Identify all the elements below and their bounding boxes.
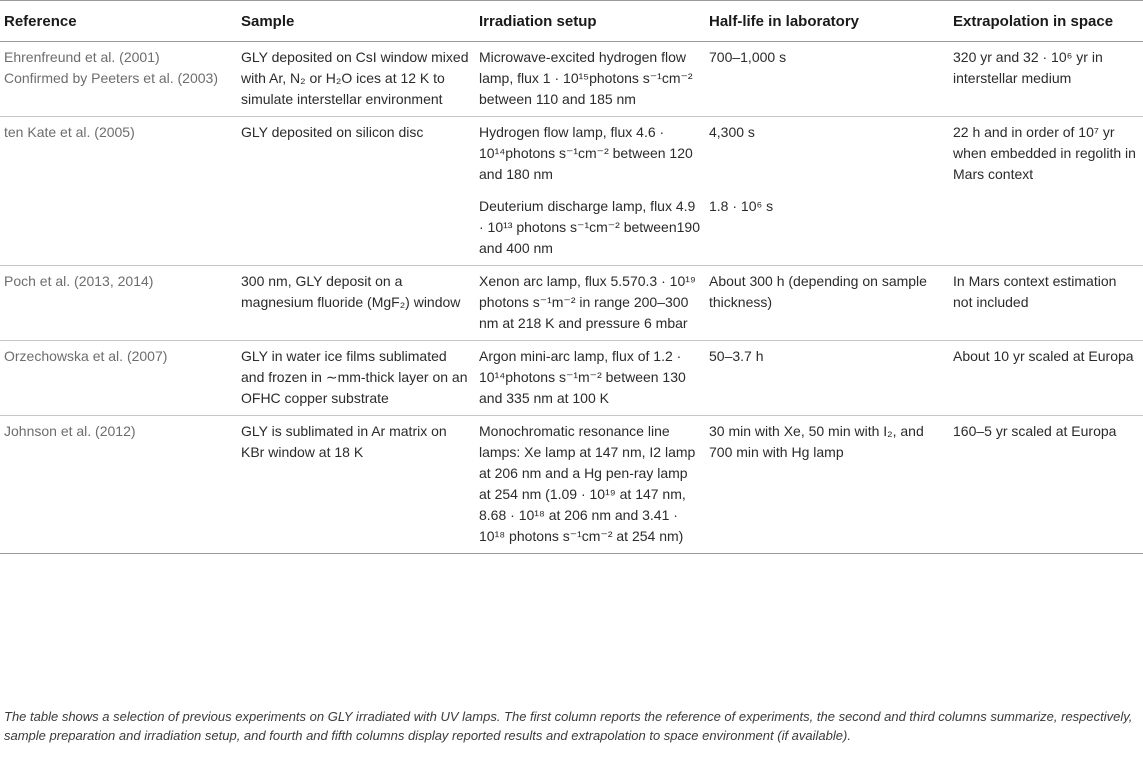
- table-row: [0, 341, 1143, 416]
- setup-cell: Hydrogen flow lamp, flux 4.6 · 10¹⁴photons s⁻¹cm⁻² between 120 and 180 nm: [479, 124, 693, 182]
- half-life-cell: About 300 h (depending on sample thickness): [705, 266, 949, 341]
- reference-link[interactable]: Johnson et al. (2012): [0, 416, 237, 554]
- half-life-cell: 30 min with Xe, 50 min with I₂, and 700 min with Hg lamp: [705, 416, 949, 554]
- table-row: [0, 266, 1143, 341]
- half-life-cell: 1.8 · 10⁶ s: [705, 191, 949, 266]
- reference-link[interactable]: Ehrenfreund et al. (2001): [4, 49, 160, 65]
- sample-cell: 300 nm, GLY deposit on a magnesium fluoride (MgF₂) window: [237, 266, 475, 341]
- header-half-life: Half-life in laboratory: [705, 1, 949, 42]
- setup-cell: Xenon arc lamp, flux 5.570.3 · 10¹⁹ photons s⁻¹m⁻² in range 200–300 nm at 218 K and pressure 6 mbar: [475, 266, 705, 341]
- extrapolation-cell: 22 h and in order of 10⁷ yr when embedded in regolith in Mars context: [949, 117, 1143, 266]
- extrapolation-cell: About 10 yr scaled at Europa: [949, 341, 1143, 416]
- header-row: [0, 1, 1143, 42]
- table-row: [0, 42, 1143, 117]
- sample-cell: GLY in water ice films sublimated and frozen in ∼mm-thick layer on an OFHC copper substrate: [237, 341, 475, 416]
- sample-cell: GLY deposited on silicon disc: [237, 117, 475, 266]
- reference-link[interactable]: Confirmed by Peeters et al. (2003): [4, 70, 218, 86]
- extrapolation-cell: 160–5 yr scaled at Europa: [949, 416, 1143, 554]
- setup-cell: Argon mini-arc lamp, flux of 1.2 · 10¹⁴photons s⁻¹m⁻² between 130 and 335 nm at 100 K: [475, 341, 705, 416]
- setup-cell: Microwave-excited hydrogen flow lamp, flux 1 · 10¹⁵photons s⁻¹cm⁻² between 110 and 185 nm: [475, 42, 705, 117]
- header-sample: Sample: [237, 1, 475, 42]
- reference-link[interactable]: Poch et al. (2013, 2014): [0, 266, 237, 341]
- table-row: [0, 416, 1143, 554]
- half-life-cell: 50–3.7 h: [705, 341, 949, 416]
- table-caption: The table shows a selection of previous experiments on GLY irradiated with UV lamps. The first column reports the reference of experiments, the second and third columns summarize, respectively, sample preparation and irradiation setup, and fourth and fifth columns display reported results and extrapolation to space environment (if available).: [4, 709, 1133, 743]
- setup-cell: Monochromatic resonance line lamps: Xe lamp at 147 nm, I2 lamp at 206 nm and a Hg pen-ray lamp at 254 nm (1.09 · 10¹⁹ at 147 nm, 8.68 · 10¹⁸ at 206 nm and 3.41 · 10¹⁸ photons s⁻¹cm⁻² at 254 nm): [475, 416, 705, 554]
- reference-link[interactable]: ten Kate et al. (2005): [0, 117, 237, 266]
- half-life-cell: 700–1,000 s: [705, 42, 949, 117]
- sample-cell: GLY deposited on CsI window mixed with Ar, N₂ or H₂O ices at 12 K to simulate interstellar environment: [237, 42, 475, 117]
- extrapolation-cell: In Mars context estimation not included: [949, 266, 1143, 341]
- header-extrapolation: Extrapolation in space: [949, 1, 1143, 42]
- setup-cell: Deuterium discharge lamp, flux 4.9 · 10¹³ photons s⁻¹cm⁻² between190 and 400 nm: [475, 191, 705, 266]
- reference-cell: [0, 42, 237, 117]
- half-life-cell: 4,300 s: [709, 124, 755, 140]
- reference-link[interactable]: Orzechowska et al. (2007): [0, 341, 237, 416]
- header-reference: Reference: [0, 1, 237, 42]
- sample-cell: GLY is sublimated in Ar matrix on KBr window at 18 K: [237, 416, 475, 554]
- extrapolation-cell: 320 yr and 32 · 10⁶ yr in interstellar medium: [949, 42, 1143, 117]
- header-irradiation-setup: Irradiation setup: [475, 1, 705, 42]
- table-row: [0, 117, 1143, 192]
